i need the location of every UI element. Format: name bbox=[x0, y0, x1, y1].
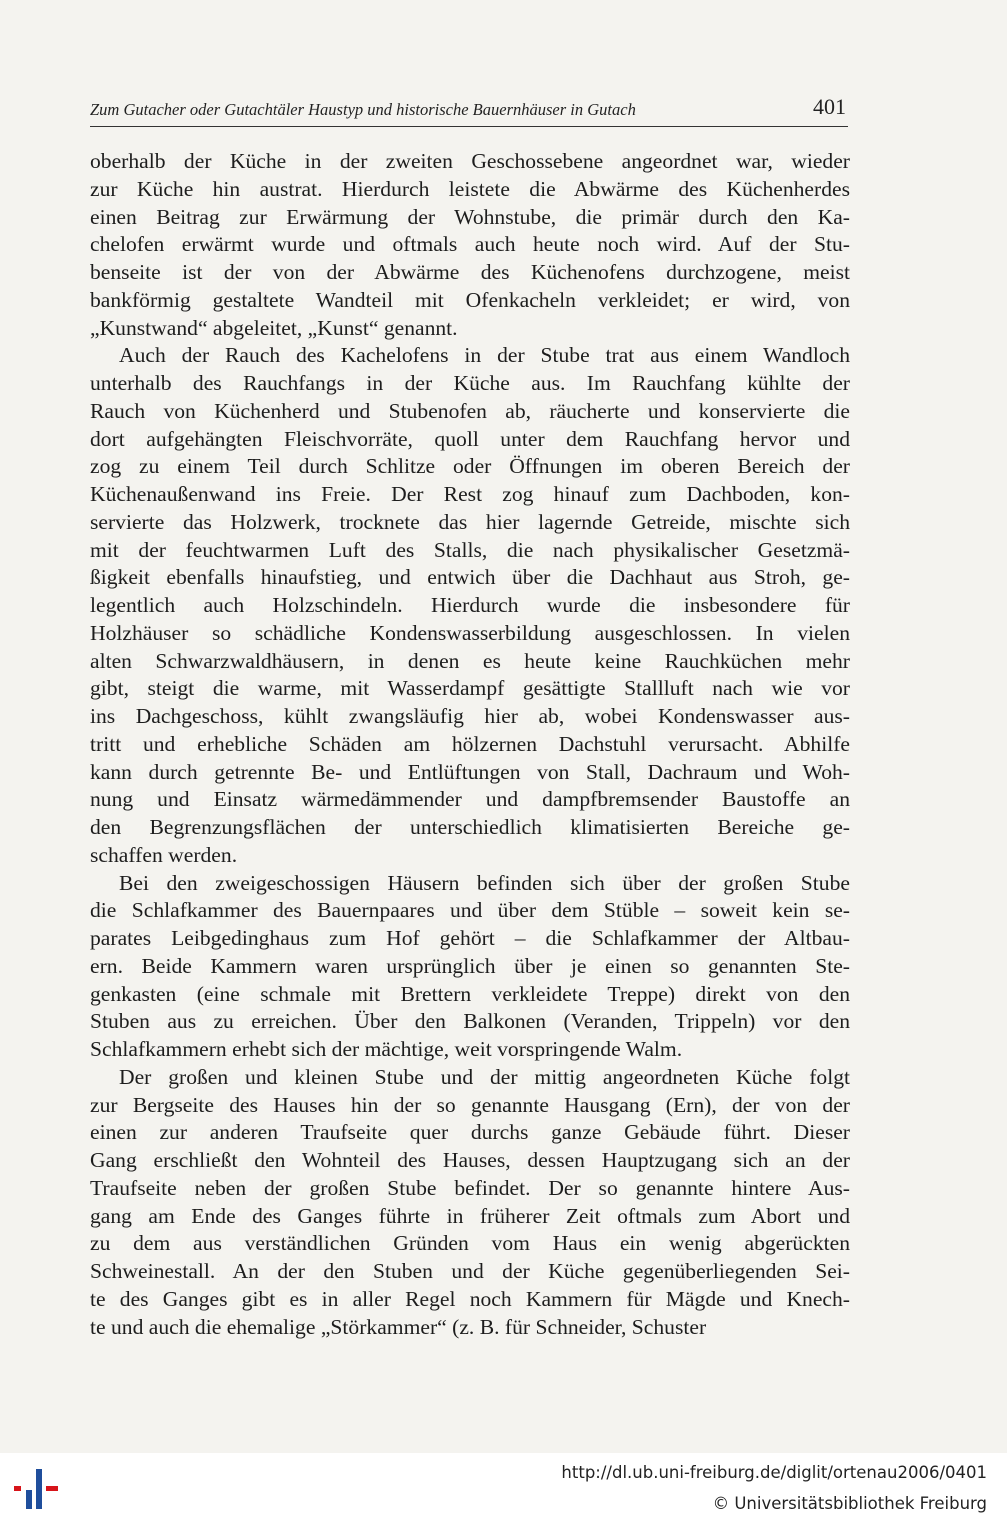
text-line: Bei den zweigeschossigen Häusern befinden sich über der großen Stube bbox=[119, 870, 850, 895]
copyright-notice: © Universitätsbibliothek Freiburg bbox=[712, 1494, 987, 1513]
text-line: Holzhäuser so schädliche Kondenswasserbildung ausgeschlossen. In vielen bbox=[90, 620, 850, 645]
text-line: mit der feuchtwarmen Luft des Stalls, die nach physikalischer Gesetzmä- bbox=[90, 537, 850, 562]
text-line: schaffen werden. bbox=[90, 842, 238, 867]
text-line: te und auch die ehemalige „Störkammer“ (z. B. für Schneider, Schuster bbox=[90, 1314, 707, 1339]
text-line: oberhalb der Küche in der zweiten Geschossebene angeordnet war, wieder bbox=[90, 149, 850, 173]
text-line: einen Beitrag zur Erwärmung der Wohnstube, die primär durch den Ka- bbox=[90, 204, 850, 229]
text-line: ern. Beide Kammern waren ursprünglich über je einen so genannten Ste- bbox=[90, 953, 850, 978]
text-line: „Kunstwand“ abgeleitet, „Kunst“ genannt. bbox=[90, 315, 458, 340]
body-text bbox=[90, 148, 850, 1341]
text-line: ßigkeit ebenfalls hinaufstieg, und entwich über die Dachhaut aus Stroh, ge- bbox=[90, 565, 850, 590]
text-line: servierte das Holzwerk, trocknete das hier lagernde Getreide, mischte sich bbox=[90, 509, 850, 534]
text-line: gibt, steigt die warme, mit Wasserdampf gesättigte Stallluft nach wie vor bbox=[90, 676, 850, 701]
text-line: Schweinestall. An der den Stuben und der Küche gegenüberliegenden Sei- bbox=[90, 1259, 850, 1283]
page-number: 401 bbox=[813, 94, 846, 119]
text-line: Rauch von Küchenherd und Stubenofen ab, räucherte und konservierte die bbox=[90, 398, 850, 423]
text-line: Schlafkammern erhebt sich der mächtige, weit vorspringende Walm. bbox=[90, 1037, 683, 1061]
text-line: tritt und erhebliche Schäden am hölzernen Dachstuhl verursacht. Abhilfe bbox=[90, 731, 850, 756]
text-line: zur Küche hin austrat. Hierdurch leistete die Abwärme des Küchenherdes bbox=[90, 176, 850, 201]
running-head bbox=[90, 94, 848, 127]
text-line: alten Schwarzwaldhäusern, in denen es heute keine Rauchküchen mehr bbox=[90, 648, 850, 673]
text-line: zog zu einem Teil durch Schlitze oder Öffnungen im oberen Bereich der bbox=[90, 454, 850, 479]
text-line: legentlich auch Holzschindeln. Hierdurch wurde die insbesondere für bbox=[90, 593, 850, 617]
paragraph bbox=[90, 1064, 850, 1342]
permalink-url[interactable]: http://dl.ub.uni-freiburg.de/diglit/ortenau2006/0401 bbox=[561, 1463, 987, 1482]
footer-bar bbox=[0, 1453, 1007, 1525]
paragraph bbox=[90, 870, 850, 1064]
text-line: unterhalb des Rauchfangs in der Küche aus. Im Rauchfang kühlte der bbox=[90, 371, 850, 395]
text-line: einen zur anderen Traufseite quer durchs ganze Gebäude führt. Dieser bbox=[90, 1120, 850, 1145]
text-line: benseite ist der von der Abwärme des Küchenofens durchzogene, meist bbox=[90, 260, 850, 284]
paragraph bbox=[90, 342, 850, 869]
text-line: kann durch getrennte Be- und Entlüftungen von Stall, Dachraum und Woh- bbox=[90, 759, 850, 784]
text-line: Stuben aus zu erreichen. Über den Balkonen (Veranden, Trippeln) vor den bbox=[90, 1009, 850, 1034]
text-line: bankförmig gestaltete Wandteil mit Ofenkacheln verkleidet; er wird, von bbox=[90, 287, 850, 312]
text-line: Traufseite neben der großen Stube befindet. Der so genannte hintere Aus- bbox=[90, 1175, 850, 1200]
text-line: chelofen erwärmt wurde und oftmals auch heute noch wird. Auf der Stu- bbox=[90, 232, 850, 257]
running-title: Zum Gutacher oder Gutachtäler Haustyp und historische Bauernhäuser in Gutach bbox=[90, 100, 636, 119]
text-line: dort aufgehängten Fleischvorräte, quoll unter dem Rauchfang hervor und bbox=[90, 426, 850, 451]
text-line: Gang erschließt den Wohnteil des Hauses, dessen Hauptzugang sich an der bbox=[90, 1148, 850, 1172]
text-line: Auch der Rauch des Kachelofens in der Stube trat aus einem Wandloch bbox=[119, 343, 850, 368]
text-line: zu dem aus verständlichen Gründen vom Haus ein wenig abgerückten bbox=[90, 1231, 850, 1256]
ub-freiburg-logo-icon[interactable] bbox=[12, 1465, 64, 1513]
text-line: die Schlafkammer des Bauernpaares und über dem Stüble – soweit kein se- bbox=[90, 898, 850, 923]
text-line: ins Dachgeschoss, kühlt zwangsläufig hier ab, wobei Kondenswasser aus- bbox=[90, 704, 850, 728]
paragraph bbox=[90, 148, 850, 342]
text-line: den Begrenzungsflächen der unterschiedlich klimatisierten Bereiche ge- bbox=[90, 815, 850, 839]
text-line: gang am Ende des Ganges führte in früherer Zeit oftmals zum Abort und bbox=[90, 1203, 850, 1228]
text-line: te des Ganges gibt es in aller Regel noch Kammern für Mägde und Knech- bbox=[90, 1286, 850, 1311]
text-line: Der großen und kleinen Stube und der mittig angeordneten Küche folgt bbox=[119, 1064, 850, 1089]
text-line: parates Leibgedinghaus zum Hof gehört – die Schlafkammer der Altbau- bbox=[90, 926, 850, 950]
text-line: zur Bergseite des Hauses hin der so genannte Hausgang (Ern), der von der bbox=[90, 1092, 850, 1117]
text-line: Küchenaußenwand ins Freie. Der Rest zog hinauf zum Dachboden, kon- bbox=[90, 482, 850, 506]
text-line: genkasten (eine schmale mit Brettern verkleidete Treppe) direkt von den bbox=[90, 981, 850, 1006]
text-line: nung und Einsatz wärmedämmender und dampfbremsender Baustoffe an bbox=[90, 787, 850, 812]
